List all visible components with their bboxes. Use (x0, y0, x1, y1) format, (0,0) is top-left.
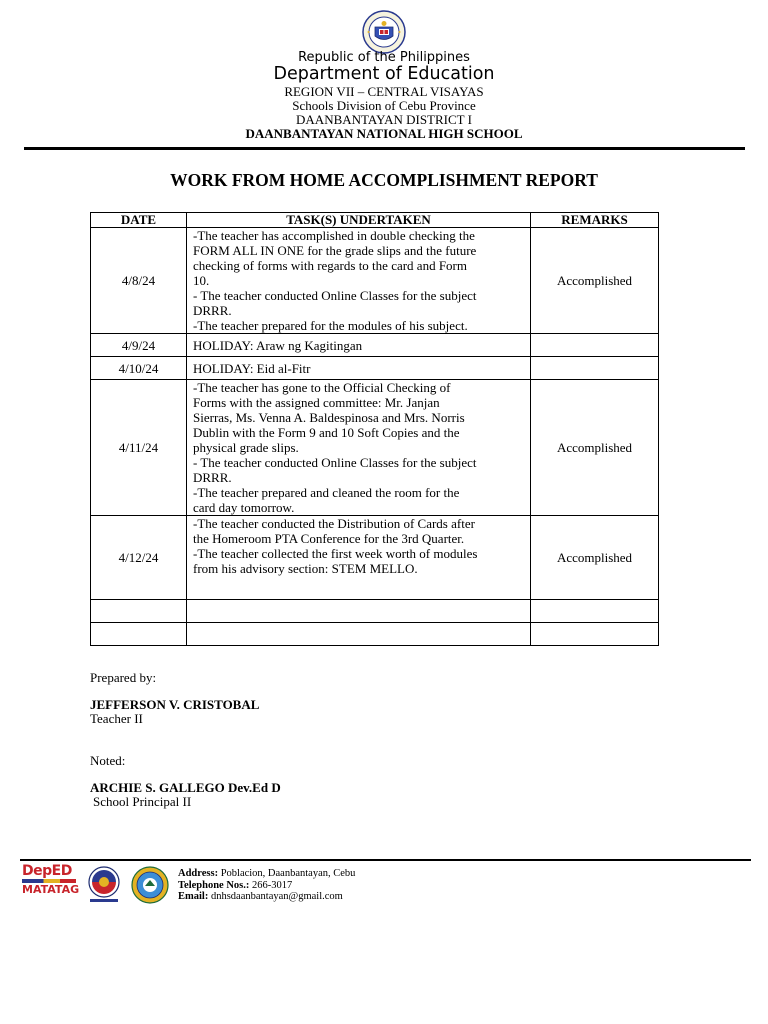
table-row (91, 600, 659, 623)
task-line: HOLIDAY: Araw ng Kagitingan (193, 337, 363, 353)
remarks-column-header: REMARKS (531, 213, 659, 228)
table-row (91, 623, 659, 646)
date-cell (91, 623, 187, 646)
republic-line: Republic of the Philippines (298, 50, 470, 65)
department-name: Department of Education (273, 64, 495, 84)
table-row (91, 380, 659, 516)
phone-line (178, 880, 355, 892)
task-line: checking of forms with regards to the card and Form (193, 258, 468, 273)
date-cell: 4/11/24 (91, 380, 187, 516)
task-cell (187, 228, 531, 334)
email-value[interactable]: dnhsdaanbantayan@gmail.com (210, 891, 343, 902)
task-line: -The teacher has accomplished in double checking the (193, 228, 475, 243)
email-line (178, 891, 355, 903)
remarks-cell (531, 357, 659, 380)
remarks-cell: Accomplished (531, 228, 659, 334)
email-label: Email: (178, 891, 209, 902)
task-cell (187, 516, 531, 600)
task-line: -The teacher has gone to the Official Checking of (193, 380, 451, 395)
task-cell (187, 380, 531, 516)
table-row (91, 516, 659, 600)
task-line: physical grade slips. (193, 440, 299, 455)
prepared-by-name: JEFFERSON V. CRISTOBAL (90, 697, 260, 712)
deped-seal-icon (362, 10, 406, 54)
task-line: FORM ALL IN ONE for the grade slips and the future (193, 243, 477, 258)
school-address-block (0, 85, 768, 141)
date-column-header: DATE (91, 213, 187, 228)
task-line: - The teacher conducted Online Classes for the subject (193, 288, 477, 303)
task-cell (187, 600, 531, 623)
task-line: - The teacher conducted Online Classes for the subject (193, 455, 477, 470)
remarks-cell (531, 334, 659, 357)
table-header-row (91, 213, 659, 228)
task-line: DRRR. (193, 303, 232, 318)
task-line: Sierras, Ms. Venna A. Baldespinosa and Mrs. Norris (193, 410, 465, 425)
table-row (91, 228, 659, 334)
table-row (91, 334, 659, 357)
task-column-header: TASK(S) UNDERTAKEN (187, 213, 531, 228)
matatag-logo-text: MATATAG (22, 883, 80, 896)
remarks-cell: Accomplished (531, 380, 659, 516)
noted-by-label: Noted: (90, 753, 126, 768)
footer-contact (178, 868, 355, 903)
task-line: -The teacher conducted the Distribution of Cards after (193, 516, 475, 531)
address-value: Poblacion, Daanbantayan, Cebu (220, 868, 356, 879)
remarks-cell (531, 623, 659, 646)
task-cell (187, 623, 531, 646)
date-cell: 4/9/24 (91, 334, 187, 357)
deped-matatag-logo (22, 864, 80, 904)
task-cell (187, 357, 531, 380)
school-seal-icon (131, 866, 169, 904)
report-title: WORK FROM HOME ACCOMPLISHMENT REPORT (170, 170, 598, 190)
footer-divider (20, 859, 751, 861)
task-line: Forms with the assigned committee: Mr. Janjan (193, 395, 440, 410)
accomplishment-table (90, 212, 659, 646)
bagong-pilipinas-logo-icon (84, 864, 124, 904)
remarks-cell: Accomplished (531, 516, 659, 600)
prepared-by-label: Prepared by: (90, 670, 157, 685)
remarks-cell (531, 600, 659, 623)
date-cell: 4/8/24 (91, 228, 187, 334)
noted-by-title: School Principal II (93, 794, 192, 809)
task-line: Dublin with the Form 9 and 10 Soft Copies and the (193, 425, 460, 440)
task-line: -The teacher collected the first week worth of modules (193, 546, 478, 561)
task-line: DRRR. (193, 470, 232, 485)
task-line: -The teacher prepared for the modules of his subject. (193, 318, 468, 333)
phone-value: 266-3017 (252, 879, 293, 891)
task-line: -The teacher prepared and cleaned the room for the (193, 485, 460, 500)
task-line: from his advisory section: STEM MELLO. (193, 561, 418, 576)
division-line: Schools Division of Cebu Province (292, 98, 476, 113)
task-cell (187, 334, 531, 357)
district-line: DAANBANTAYAN DISTRICT I (296, 112, 472, 127)
date-cell: 4/10/24 (91, 357, 187, 380)
deped-logo-text: DepED (22, 863, 72, 879)
address-line (178, 868, 355, 880)
region-line: REGION VII – CENTRAL VISAYAS (284, 84, 484, 99)
table-row (91, 357, 659, 380)
task-line: HOLIDAY: Eid al-Fitr (193, 360, 311, 376)
task-line: 10. (193, 273, 210, 288)
date-cell: 4/12/24 (91, 516, 187, 600)
task-line: card day tomorrow. (193, 500, 295, 515)
phone-label: Telephone Nos.: (178, 879, 250, 891)
task-line: the Homeroom PTA Conference for the 3rd Quarter. (193, 531, 465, 546)
prepared-by-title: Teacher II (90, 711, 143, 726)
noted-by-name: ARCHIE S. GALLEGO Dev.Ed D (90, 780, 281, 795)
date-cell (91, 600, 187, 623)
school-name: DAANBANTAYAN NATIONAL HIGH SCHOOL (245, 126, 523, 141)
address-label: Address: (178, 868, 219, 879)
header-divider (24, 147, 745, 150)
